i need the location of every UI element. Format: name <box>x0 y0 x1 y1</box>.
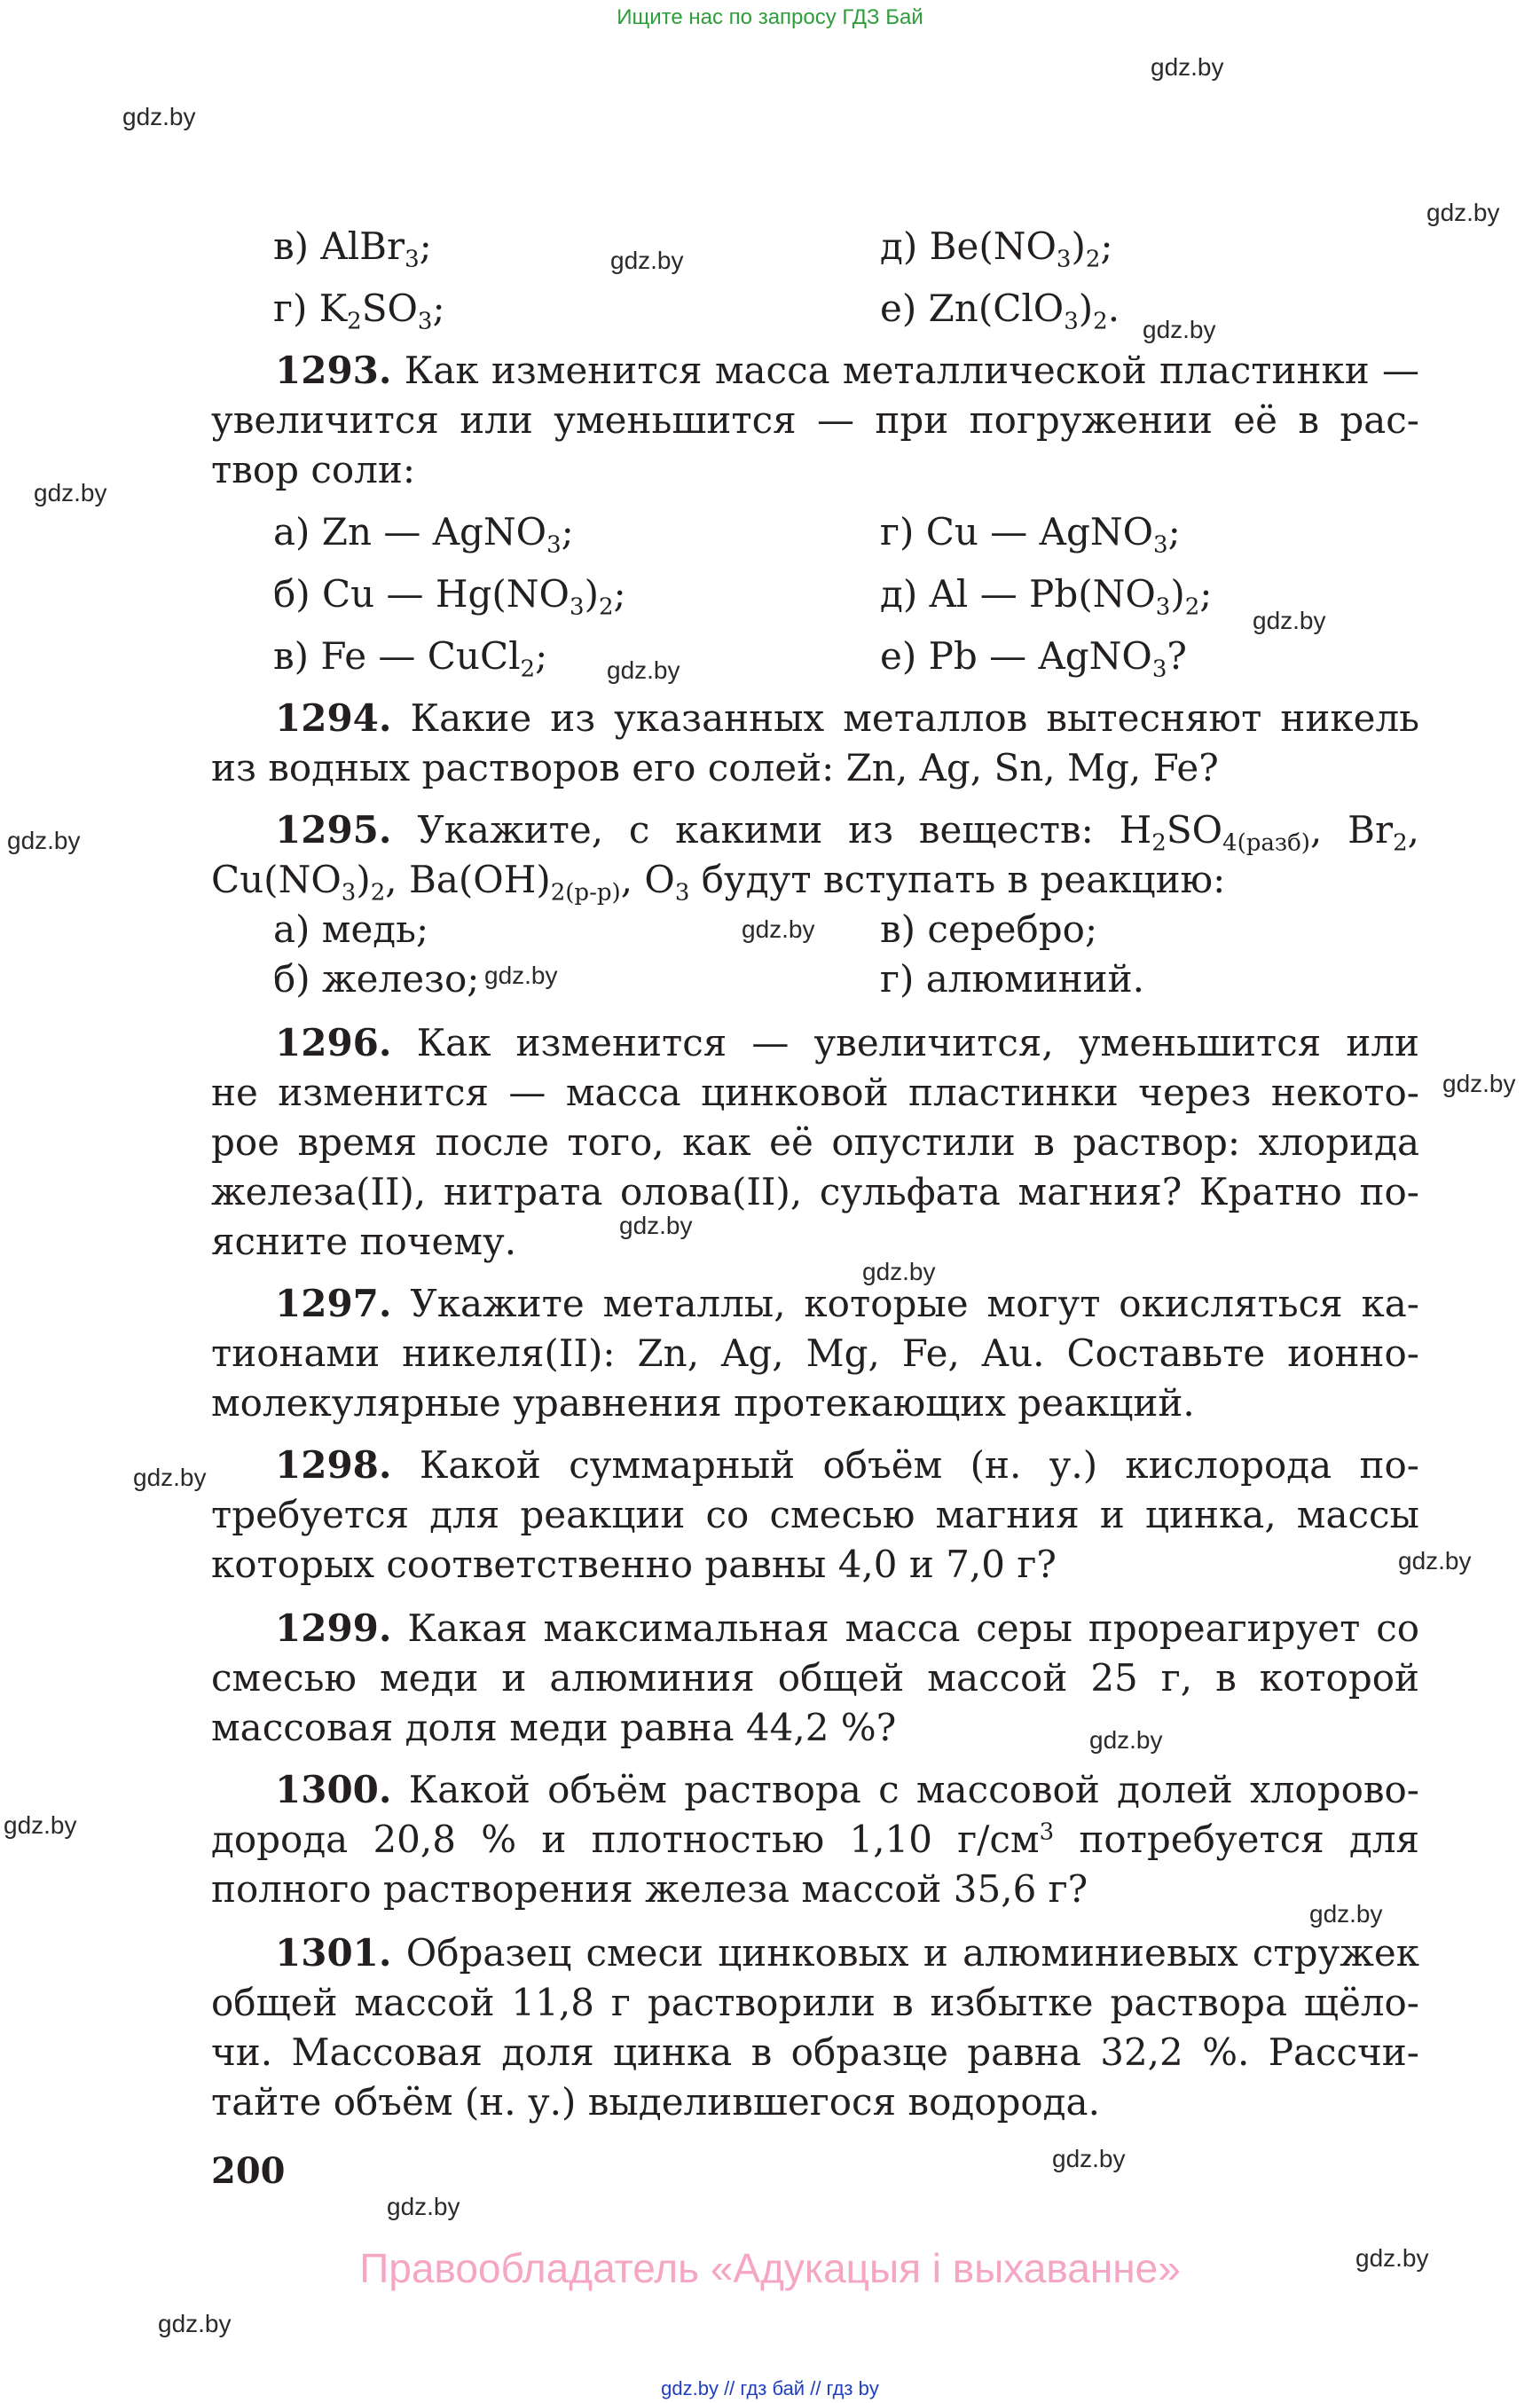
option-a: а) Zn — AgNO$_3$; <box>273 510 574 559</box>
problem-1295-line-1: 1295. Укажите, с какими из веществ: $H_2SO_{4(разб)}$, $Br_2$, <box>275 808 1419 857</box>
watermark: gdz.by <box>122 103 196 130</box>
problem-1300-line-1: 1300. Какой объём раствора с массовой долей хлорово- <box>275 1768 1419 1811</box>
watermark: gdz.by <box>862 1258 936 1285</box>
watermark: gdz.by <box>619 1212 693 1239</box>
option-g: г) Cu — AgNO$_3$; <box>880 510 1181 559</box>
watermark: gdz.by <box>158 2310 232 2337</box>
watermark: gdz.by <box>1253 607 1326 634</box>
problem-1301-line-2: общей массой 11,8 г растворили в избытке раствора щёло- <box>211 1981 1419 2024</box>
problem-1299-line-3: массовая доля меди равна 44,2 %? <box>211 1706 897 1749</box>
problem-1300-line-2: дорода 20,8 % и плотностью 1,10 $г/см^3$ потребуется для <box>211 1818 1419 1861</box>
problem-1294-line-1: 1294. Какие из указанных металлов вытесняют никель <box>275 696 1419 740</box>
problem-1301-line-3: чи. Массовая доля цинка в образце равна 32,2 %. Рассчи- <box>211 2030 1419 2074</box>
option-d: д) Al — $Pb(NO_3)_2$; <box>880 572 1213 621</box>
option-e: е) Pb — AgNO$_3$? <box>880 634 1187 683</box>
problem-1295-line-2: $Cu(NO_3)_2$, $Ba(OH)_{2(р-р)}$, $O_3$ будут вступать в реакцию: <box>211 858 1226 907</box>
option-a: а) медь; <box>273 907 429 951</box>
watermark: gdz.by <box>742 915 815 943</box>
problem-1299-line-2: смесью меди и алюминия общей массой 25 г, в которой <box>211 1656 1419 1700</box>
top-banner[interactable]: Ищите нас по запросу ГДЗ Бай <box>617 5 923 29</box>
watermark: gdz.by <box>1143 316 1216 343</box>
watermark: gdz.by <box>4 1811 77 1839</box>
watermark: gdz.by <box>387 2193 460 2220</box>
watermark: gdz.by <box>1089 1726 1163 1754</box>
watermark: gdz.by <box>1052 2145 1126 2172</box>
watermark: gdz.by <box>1309 1900 1383 1928</box>
problem-1300-line-3: полного растворения железа массой 35,6 г? <box>211 1867 1088 1911</box>
problem-1297-line-3: молекулярные уравнения протекающих реакций. <box>211 1381 1195 1425</box>
watermark: gdz.by <box>1398 1547 1472 1575</box>
problem-1301-line-4: тайте объём (н. у.) выделившегося водорода. <box>211 2080 1100 2124</box>
problem-1296-line-1: 1296. Как изменится — увеличится, уменьшится или <box>275 1021 1419 1064</box>
problem-1293-line-3: твор соли: <box>211 448 416 491</box>
watermark: gdz.by <box>133 1464 207 1491</box>
problem-1296-line-4: железа(II), нитрата олова(II), сульфата магния? Кратно по- <box>211 1170 1419 1213</box>
watermark: gdz.by <box>1355 2244 1429 2272</box>
watermark: gdz.by <box>484 962 558 989</box>
problem-1296-line-3: рое время после того, как её опустили в раствор: хлорида <box>211 1120 1419 1164</box>
option-e: е) $Zn(ClO_3)_2$. <box>880 287 1120 335</box>
problem-1293-line-1: 1293. Как изменится масса металлической пластинки — <box>275 349 1419 392</box>
watermark: gdz.by <box>1442 1070 1516 1097</box>
watermark: gdz.by <box>7 827 81 854</box>
problem-1297-line-1: 1297. Укажите металлы, которые могут окисляться ка- <box>275 1282 1419 1325</box>
option-v: в) серебро; <box>880 907 1098 951</box>
problem-1301-line-1: 1301. Образец смеси цинковых и алюминиевых стружек <box>275 1931 1419 1975</box>
problem-1298-line-1: 1298. Какой суммарный объём (н. у.) кислорода по- <box>275 1443 1419 1487</box>
option-d: д) $Be(NO_3)_2$; <box>880 224 1113 273</box>
option-g: г) $K_2SO_3$; <box>273 287 445 335</box>
problem-1296-line-2: не изменится — масса цинковой пластинки через некото- <box>211 1071 1419 1114</box>
problem-1293-line-2: увеличится или уменьшится — при погружении её в рас- <box>211 398 1419 442</box>
problem-1296-line-5: ясните почему. <box>211 1220 517 1263</box>
watermark: gdz.by <box>34 479 107 507</box>
problem-1297-line-2: тионами никеля(II): Zn, Ag, Mg, Fe, Au. Составьте ионно- <box>211 1331 1419 1375</box>
problem-1298-line-2: требуется для реакции со смесью магния и цинка, массы <box>211 1493 1419 1536</box>
option-v: в) Fe — CuCl$_2$; <box>273 634 548 683</box>
watermark: gdz.by <box>1151 53 1224 81</box>
option-v: в) AlBr$_3$; <box>273 224 432 273</box>
option-b: б) железо; <box>273 957 480 1001</box>
problem-1299-line-1: 1299. Какая максимальная масса серы прореагирует со <box>275 1606 1419 1650</box>
watermark: gdz.by <box>607 656 680 684</box>
option-g: г) алюминий. <box>880 957 1145 1001</box>
problem-1298-line-3: которых соответственно равны 4,0 и 7,0 г? <box>211 1543 1057 1586</box>
option-b: б) Cu — $Hg(NO_3)_2$; <box>273 572 626 621</box>
page-number: 200 <box>211 2150 286 2192</box>
problem-1294-line-2: из водных растворов его солей: Zn, Ag, Sn, Mg, Fe? <box>211 746 1219 789</box>
watermark: gdz.by <box>610 247 684 274</box>
copyright-holder: Правообладатель «Адукацыя і выхаванне» <box>359 2245 1181 2291</box>
watermark: gdz.by <box>1426 199 1500 226</box>
bottom-links[interactable]: gdz.by // гдз бай // гдз by <box>661 2377 879 2399</box>
